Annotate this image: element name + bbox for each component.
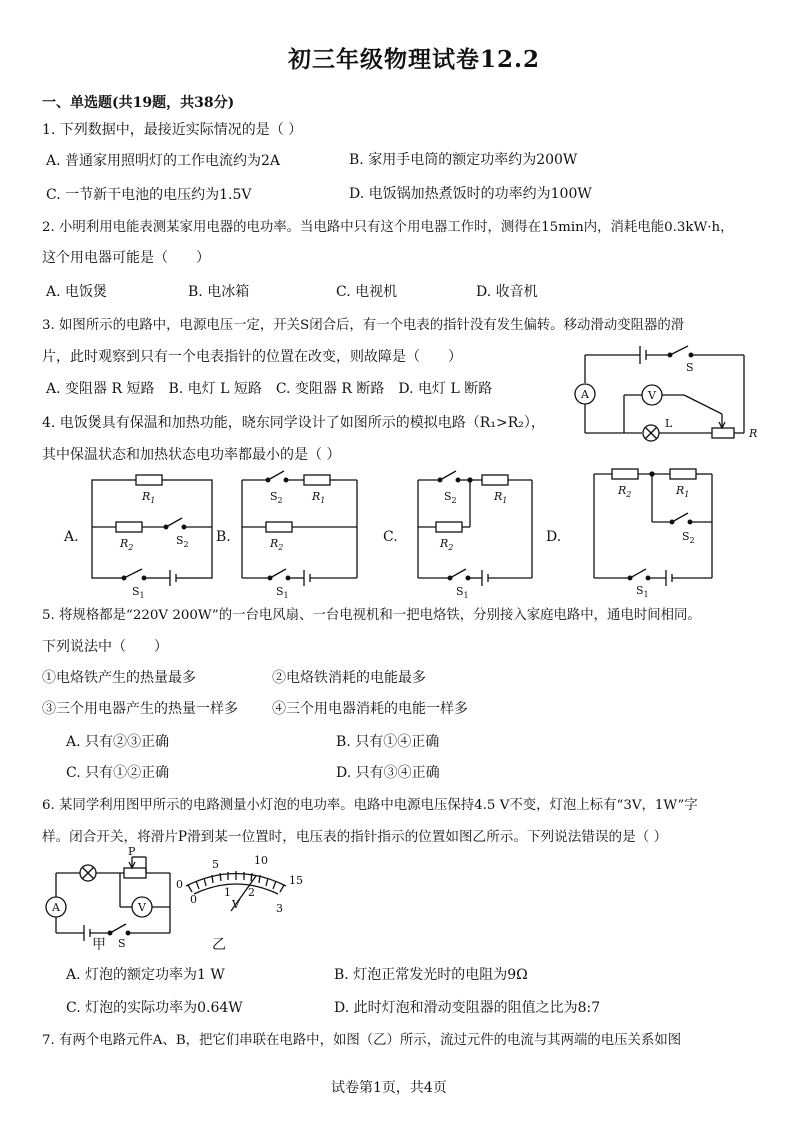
q4-label-a: A. [64,529,79,545]
q4-circuit-a [92,480,214,600]
q6-stem-line1: 6. 某同学利用图甲所示的电路测量小灯泡的电功率。电路中电源电压保持4.5 V不变，灯泡上标有“3V，1W”字 [42,798,698,813]
q1-option-c: C. 一节新干电池的电压约为1.5V [46,187,252,203]
q1-option-a: A. 普通家用照明灯的工作电流约为2A [46,153,281,169]
svg-text:R2: $R_2$ [120,537,134,552]
q5-statement-1: ①电烙铁产生的热量最多 [42,670,196,686]
svg-text:S1: $S_1$ [132,585,145,600]
q1-option-d: D. 电饭锅加热煮饭时的功率约为100W [349,186,592,202]
q3-stem-line1: 3. 如图所示的电路中，电源电压一定，开关S闭合后，有一个电表的指针没有发生偏转。移动滑动变阻器的滑 [42,318,685,333]
q4-label-b: B. [216,529,231,545]
q4-circuit-c [418,480,540,600]
q5-option-a: A. 只有②③正确 [66,734,170,750]
q4-label-c: C. [383,529,398,545]
q4-circuit-b [242,480,364,600]
q5-statement-3: ③三个用电器产生的热量一样多 [42,701,238,717]
svg-text:0: 0 [176,878,183,891]
svg-text:R2: $R_2$ [270,537,284,552]
page-title: 初三年级物理试卷12.2 [288,46,541,73]
svg-text:S2: $S_2$ [270,490,283,505]
q7-stem-line1: 7. 有两个电路元件A、B，把它们串联在电路中，如图（乙）所示，流过元件的电流与其两端的电压关系如图 [42,1033,682,1048]
svg-text:R2: $R_2$ [618,484,632,499]
q4-stem-line1: 4. 电饭煲具有保温和加热功能，晓东同学设计了如图所示的模拟电路（R₁>R₂）， [42,415,545,431]
q4-circuit-d [594,474,716,599]
q5-option-b: B. 只有①④正确 [336,734,440,750]
q6-voltmeter-dial [176,856,302,918]
svg-text:R1: $R_1$ [494,490,508,505]
svg-text:S: S [118,937,126,950]
q6-option-b: B. 灯泡正常发光时的电阻为9Ω [334,967,528,983]
svg-text:S2: $S_2$ [176,534,189,549]
q2-option-c: C. 电视机 [336,284,398,300]
q6-fig-label-jia: 甲 [92,937,106,953]
svg-text:15: 15 [289,874,303,887]
q5-option-d: D. 只有③④正确 [336,765,440,781]
svg-text:3: 3 [276,902,283,915]
q2-option-d: D. 收音机 [476,284,538,300]
q2-option-b: B. 电冰箱 [188,284,250,300]
q3-options: A. 变阻器 R 短路 B. 电灯 L 短路 C. 变阻器 R 断路 D. 电灯 L 断路 [46,381,493,397]
page-footer: 试卷第1页，共4页 [331,1080,447,1096]
q6-circuit-jia [46,845,176,950]
q5-stem-line2: 下列说法中（ ） [42,639,168,655]
svg-text:R2: $R_2$ [440,537,454,552]
svg-text:A: A [52,901,60,914]
q4-stem-line2: 其中保温状态和加热状态电功率都最小的是（ ） [42,447,341,463]
q6-option-c: C. 灯泡的实际功率为0.64W [66,1000,243,1016]
svg-text:0: 0 [190,893,197,906]
q6-option-a: A. 灯泡的额定功率为1 W [66,967,225,983]
svg-text:S1: $S_1$ [456,585,469,600]
q1-option-b: B. 家用手电筒的额定功率约为200W [349,152,578,168]
section-heading: 一、单选题(共19题，共38分) [42,95,235,111]
svg-text:R1: $R_1$ [676,484,690,499]
q1-stem: 1. 下列数据中，最接近实际情况的是（ ） [42,122,303,138]
q5-option-c: C. 只有①②正确 [66,765,170,781]
svg-text:R1: $R_1$ [142,490,156,505]
svg-text:P: P [128,845,136,858]
svg-text:L: L [665,417,673,430]
q5-stem-line1: 5. 将规格都是“220V 200W”的一台电风扇、一台电视机和一把电烙铁，分别接入家庭电路中，通电时间相同。 [42,608,701,623]
q2-stem-line2: 这个用电器可能是（ ） [42,250,210,266]
svg-text:2: 2 [248,886,255,899]
svg-text:S2: $S_2$ [444,490,457,505]
svg-text:S2: $S_2$ [682,530,695,545]
svg-text:V: V [648,389,656,402]
svg-text:A: A [581,388,589,401]
q5-statement-4: ④三个用电器消耗的电能一样多 [272,701,468,717]
svg-text:S: S [686,361,694,374]
svg-text:R: R [749,427,758,440]
q6-option-d: D. 此时灯泡和滑动变阻器的阻值之比为8:7 [334,1000,601,1016]
svg-text:S1: $S_1$ [636,584,649,599]
q5-statement-2: ②电烙铁消耗的电能最多 [272,670,426,686]
q6-stem-line2: 样。闭合开关，将滑片P滑到某一位置时，电压表的指针指示的位置如图乙所示。下列说法错误的是（ ） [42,829,668,845]
svg-text:V: V [232,898,240,911]
q3-stem-line2: 片，此时观察到只有一个电表指针的位置在改变，则故障是（ ） [42,349,462,365]
q2-stem-line1: 2. 小明利用电能表测某家用电器的电功率。当电路中只有这个用电器工作时，测得在15min内，消耗电能0.3kW·h， [42,220,734,235]
svg-text:R1: $R_1$ [312,490,326,505]
svg-text:S1: $S_1$ [276,585,289,600]
svg-text:V: V [138,901,146,914]
svg-text:1: 1 [224,886,231,899]
svg-text:10: 10 [254,854,268,867]
q3-circuit-diagram [572,342,762,447]
svg-text:5: 5 [212,858,219,871]
q6-fig-label-yi: 乙 [212,937,226,953]
q4-label-d: D. [546,529,562,545]
q2-option-a: A. 电饭煲 [46,284,108,300]
